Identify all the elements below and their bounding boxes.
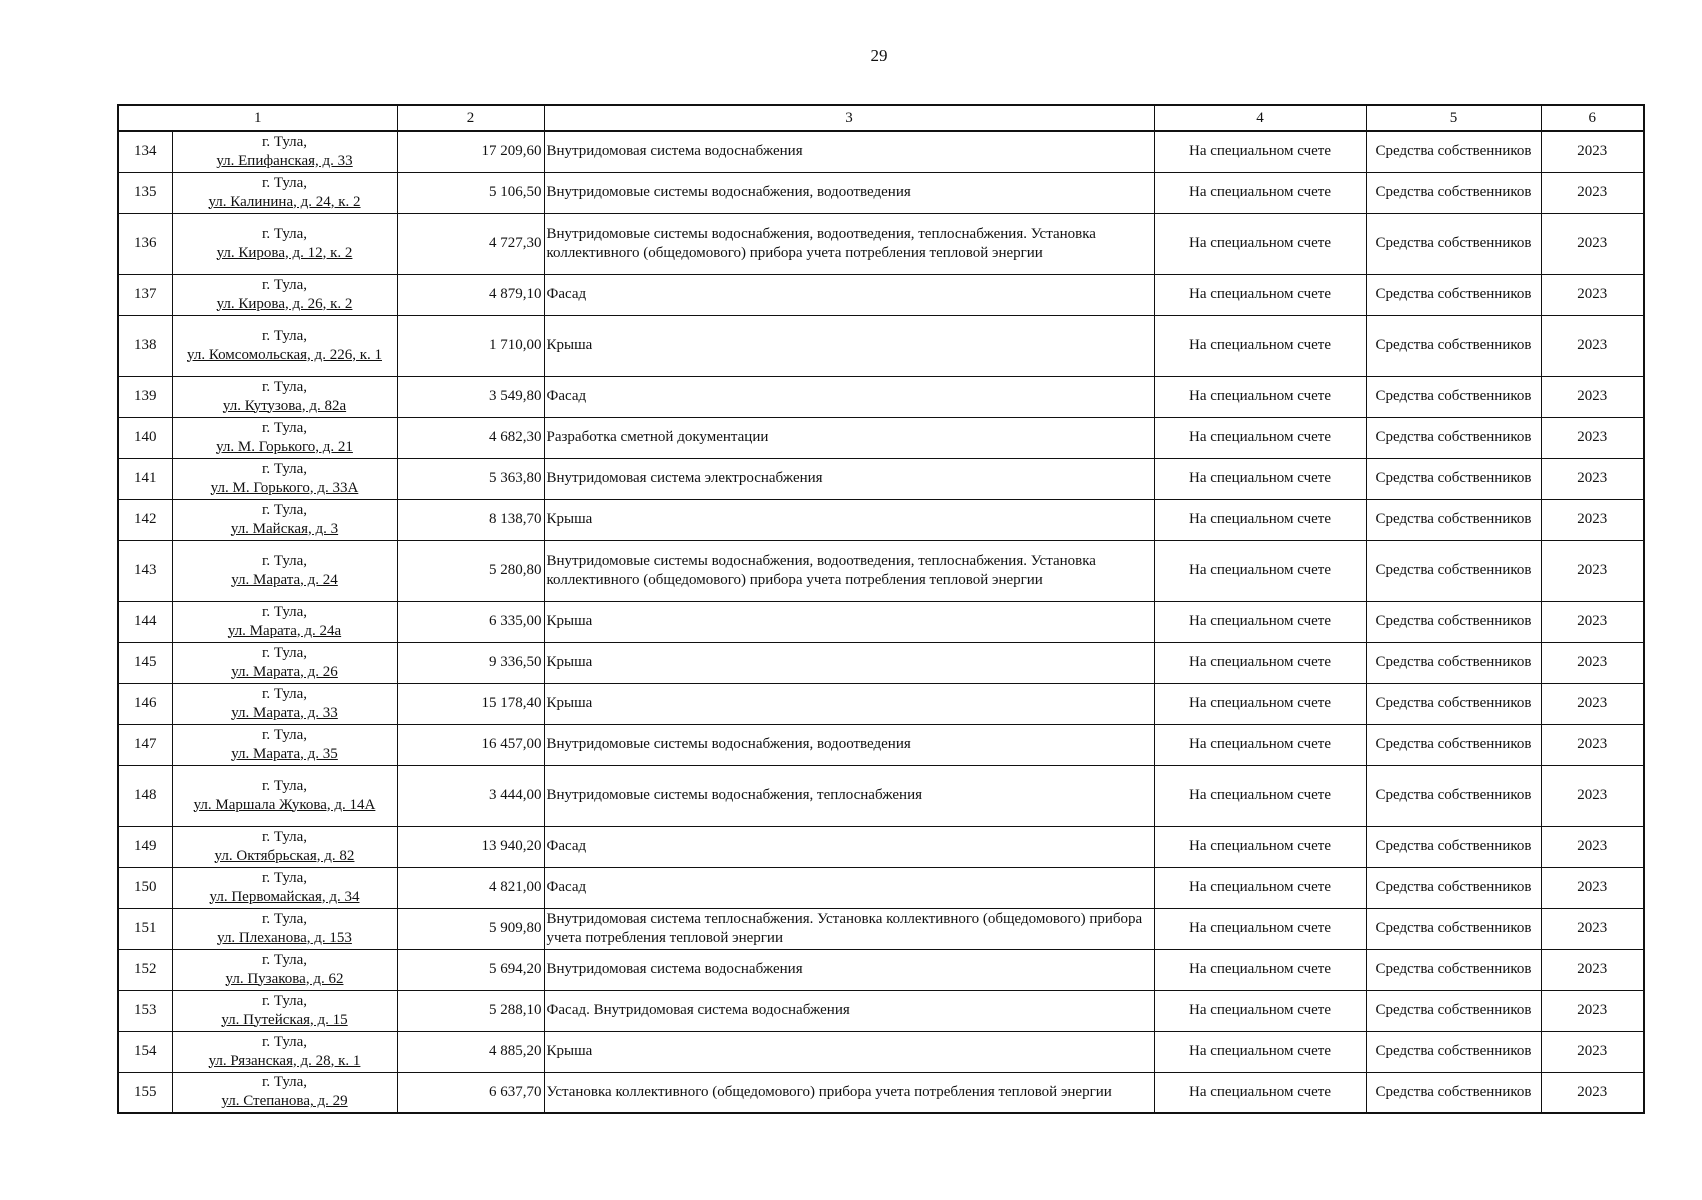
- funding-source: Средства собственников: [1366, 315, 1541, 376]
- repair-work-type: Фасад: [544, 867, 1154, 908]
- planned-year: 2023: [1541, 765, 1644, 826]
- fund-formation-method: На специальном счете: [1154, 499, 1366, 540]
- row-number: 154: [118, 1031, 172, 1072]
- fund-formation-method: На специальном счете: [1154, 213, 1366, 274]
- repair-work-type: Внутридомовые системы водоснабжения, водоотведения, теплоснабжения. Установка коллективного (общедомового) прибора учета потребления тепловой энергии: [544, 213, 1154, 274]
- column-number-row: [118, 105, 1644, 131]
- fund-formation-method: На специальном счете: [1154, 908, 1366, 949]
- repair-work-type: Внутридомовые системы водоснабжения, водоотведения, теплоснабжения. Установка коллективного (общедомового) прибора учета потребления тепловой энергии: [544, 540, 1154, 601]
- address-street: ул. Марата, д. 35: [231, 745, 338, 762]
- row-number: 135: [118, 172, 172, 213]
- house-address: [172, 376, 397, 417]
- planned-year: 2023: [1541, 458, 1644, 499]
- row-number: 148: [118, 765, 172, 826]
- planned-year: 2023: [1541, 131, 1644, 172]
- table-row: [118, 315, 1644, 376]
- funding-source: Средства собственников: [1366, 601, 1541, 642]
- repair-work-type: Крыша: [544, 601, 1154, 642]
- column-number-2: 2: [397, 105, 544, 131]
- row-number: 155: [118, 1072, 172, 1113]
- funding-source: Средства собственников: [1366, 765, 1541, 826]
- row-number: 140: [118, 417, 172, 458]
- house-area: 8 138,70: [397, 499, 544, 540]
- fund-formation-method: На специальном счете: [1154, 417, 1366, 458]
- house-address: [172, 417, 397, 458]
- house-address: [172, 908, 397, 949]
- house-area: 3 549,80: [397, 376, 544, 417]
- row-number: 142: [118, 499, 172, 540]
- funding-source: Средства собственников: [1366, 131, 1541, 172]
- planned-year: 2023: [1541, 274, 1644, 315]
- house-area: 4 885,20: [397, 1031, 544, 1072]
- funding-source: Средства собственников: [1366, 908, 1541, 949]
- house-address: [172, 826, 397, 867]
- address-street: ул. Марата, д. 24а: [227, 622, 342, 639]
- address-street: ул. М. Горького, д. 33А: [210, 479, 359, 496]
- house-address: [172, 1031, 397, 1072]
- fund-formation-method: На специальном счете: [1154, 540, 1366, 601]
- address-city: г. Тула,: [261, 327, 308, 344]
- planned-year: 2023: [1541, 990, 1644, 1031]
- address-city: г. Тула,: [261, 869, 308, 886]
- funding-source: Средства собственников: [1366, 949, 1541, 990]
- table-row: [118, 376, 1644, 417]
- table-row: [118, 417, 1644, 458]
- house-area: 5 694,20: [397, 949, 544, 990]
- funding-source: Средства собственников: [1366, 376, 1541, 417]
- address-street: ул. Калинина, д. 24, к. 2: [208, 193, 361, 210]
- column-number-4: 4: [1154, 105, 1366, 131]
- address-street: ул. Рязанская, д. 28, к. 1: [208, 1052, 361, 1069]
- planned-year: 2023: [1541, 213, 1644, 274]
- address-street: ул. Комсомольская, д. 226, к. 1: [187, 346, 382, 363]
- planned-year: 2023: [1541, 1031, 1644, 1072]
- repair-work-type: Крыша: [544, 499, 1154, 540]
- fund-formation-method: На специальном счете: [1154, 642, 1366, 683]
- fund-formation-method: На специальном счете: [1154, 990, 1366, 1031]
- funding-source: Средства собственников: [1366, 867, 1541, 908]
- fund-formation-method: На специальном счете: [1154, 458, 1366, 499]
- repair-work-type: Внутридомовые системы водоснабжения, водоотведения: [544, 172, 1154, 213]
- house-address: [172, 683, 397, 724]
- fund-formation-method: На специальном счете: [1154, 724, 1366, 765]
- funding-source: Средства собственников: [1366, 274, 1541, 315]
- row-number: 138: [118, 315, 172, 376]
- address-street: ул. Плеханова, д. 153: [217, 929, 352, 946]
- house-area: 4 821,00: [397, 867, 544, 908]
- house-area: 6 637,70: [397, 1072, 544, 1113]
- planned-year: 2023: [1541, 908, 1644, 949]
- row-number: 145: [118, 642, 172, 683]
- address-city: г. Тула,: [261, 910, 308, 927]
- planned-year: 2023: [1541, 949, 1644, 990]
- address-street: ул. Кирова, д. 12, к. 2: [216, 244, 353, 261]
- table-row: [118, 765, 1644, 826]
- repair-work-type: Крыша: [544, 315, 1154, 376]
- planned-year: 2023: [1541, 376, 1644, 417]
- planned-year: 2023: [1541, 417, 1644, 458]
- planned-year: 2023: [1541, 540, 1644, 601]
- row-number: 152: [118, 949, 172, 990]
- funding-source: Средства собственников: [1366, 417, 1541, 458]
- table-row: [118, 642, 1644, 683]
- planned-year: 2023: [1541, 1072, 1644, 1113]
- address-city: г. Тула,: [261, 777, 308, 794]
- house-address: [172, 642, 397, 683]
- address-street: ул. Марата, д. 24: [231, 571, 338, 588]
- row-number: 147: [118, 724, 172, 765]
- planned-year: 2023: [1541, 172, 1644, 213]
- house-area: 5 280,80: [397, 540, 544, 601]
- funding-source: Средства собственников: [1366, 172, 1541, 213]
- house-address: [172, 990, 397, 1031]
- address-street: ул. М. Горького, д. 21: [216, 438, 353, 455]
- address-city: г. Тула,: [261, 992, 308, 1009]
- fund-formation-method: На специальном счете: [1154, 131, 1366, 172]
- address-city: г. Тула,: [261, 276, 308, 293]
- repair-work-type: Крыша: [544, 683, 1154, 724]
- repair-work-type: Крыша: [544, 1031, 1154, 1072]
- repair-work-type: Внутридомовые системы водоснабжения, теплоснабжения: [544, 765, 1154, 826]
- house-area: 5 363,80: [397, 458, 544, 499]
- repair-work-type: Фасад: [544, 274, 1154, 315]
- planned-year: 2023: [1541, 642, 1644, 683]
- address-city: г. Тула,: [261, 419, 308, 436]
- fund-formation-method: На специальном счете: [1154, 376, 1366, 417]
- fund-formation-method: На специальном счете: [1154, 172, 1366, 213]
- table-row: [118, 867, 1644, 908]
- repair-register-table: [117, 104, 1645, 1114]
- address-city: г. Тула,: [261, 951, 308, 968]
- house-address: [172, 499, 397, 540]
- house-address: [172, 540, 397, 601]
- address-street: ул. Октябрьская, д. 82: [214, 847, 355, 864]
- row-number: 137: [118, 274, 172, 315]
- row-number: 143: [118, 540, 172, 601]
- funding-source: Средства собственников: [1366, 683, 1541, 724]
- repair-work-type: Внутридомовая система водоснабжения: [544, 949, 1154, 990]
- repair-work-type: Внутридомовая система электроснабжения: [544, 458, 1154, 499]
- repair-work-type: Внутридомовые системы водоснабжения, водоотведения: [544, 724, 1154, 765]
- address-street: ул. Марата, д. 33: [231, 704, 338, 721]
- house-address: [172, 601, 397, 642]
- address-street: ул. Майская, д. 3: [230, 520, 339, 537]
- house-area: 15 178,40: [397, 683, 544, 724]
- table-row: [118, 172, 1644, 213]
- fund-formation-method: На специальном счете: [1154, 1072, 1366, 1113]
- planned-year: 2023: [1541, 315, 1644, 376]
- address-city: г. Тула,: [261, 828, 308, 845]
- funding-source: Средства собственников: [1366, 1072, 1541, 1113]
- funding-source: Средства собственников: [1366, 724, 1541, 765]
- address-street: ул. Марата, д. 26: [231, 663, 338, 680]
- house-address: [172, 724, 397, 765]
- column-number-3: 3: [544, 105, 1154, 131]
- house-area: 3 444,00: [397, 765, 544, 826]
- repair-work-type: Фасад: [544, 826, 1154, 867]
- table-row: [118, 458, 1644, 499]
- address-street: ул. Пузакова, д. 62: [225, 970, 344, 987]
- address-city: г. Тула,: [261, 1074, 308, 1091]
- house-address: [172, 172, 397, 213]
- table-row: [118, 724, 1644, 765]
- house-address: [172, 867, 397, 908]
- row-number: 146: [118, 683, 172, 724]
- house-area: 5 288,10: [397, 990, 544, 1031]
- repair-work-type: Фасад. Внутридомовая система водоснабжения: [544, 990, 1154, 1031]
- column-number-5: 5: [1366, 105, 1541, 131]
- fund-formation-method: На специальном счете: [1154, 683, 1366, 724]
- address-city: г. Тула,: [261, 460, 308, 477]
- row-number: 149: [118, 826, 172, 867]
- house-address: [172, 213, 397, 274]
- address-street: ул. Степанова, д. 29: [221, 1093, 348, 1110]
- house-area: 16 457,00: [397, 724, 544, 765]
- page-number: 29: [870, 46, 888, 65]
- repair-work-type: Фасад: [544, 376, 1154, 417]
- planned-year: 2023: [1541, 826, 1644, 867]
- fund-formation-method: На специальном счете: [1154, 601, 1366, 642]
- house-address: [172, 131, 397, 172]
- funding-source: Средства собственников: [1366, 990, 1541, 1031]
- column-number-1: 1: [118, 105, 397, 131]
- address-city: г. Тула,: [261, 501, 308, 518]
- row-number: 136: [118, 213, 172, 274]
- house-area: 5 909,80: [397, 908, 544, 949]
- planned-year: 2023: [1541, 724, 1644, 765]
- row-number: 151: [118, 908, 172, 949]
- table-row: [118, 826, 1644, 867]
- table-row: [118, 1072, 1644, 1113]
- table-header: [118, 105, 1644, 131]
- row-number: 141: [118, 458, 172, 499]
- fund-formation-method: На специальном счете: [1154, 765, 1366, 826]
- repair-work-type: Крыша: [544, 642, 1154, 683]
- house-address: [172, 274, 397, 315]
- house-area: 1 710,00: [397, 315, 544, 376]
- address-city: г. Тула,: [261, 174, 308, 191]
- address-city: г. Тула,: [261, 133, 308, 150]
- address-city: г. Тула,: [261, 378, 308, 395]
- address-street: ул. Епифанская, д. 33: [216, 152, 353, 169]
- repair-work-type: Разработка сметной документации: [544, 417, 1154, 458]
- address-street: ул. Путейская, д. 15: [221, 1011, 348, 1028]
- address-city: г. Тула,: [261, 685, 308, 702]
- table-row: [118, 601, 1644, 642]
- funding-source: Средства собственников: [1366, 458, 1541, 499]
- funding-source: Средства собственников: [1366, 1031, 1541, 1072]
- house-address: [172, 765, 397, 826]
- house-address: [172, 949, 397, 990]
- table-body: [118, 131, 1644, 1113]
- row-number: 144: [118, 601, 172, 642]
- fund-formation-method: На специальном счете: [1154, 1031, 1366, 1072]
- table-row: [118, 949, 1644, 990]
- table-row: [118, 540, 1644, 601]
- table-row: [118, 683, 1644, 724]
- funding-source: Средства собственников: [1366, 499, 1541, 540]
- funding-source: Средства собственников: [1366, 826, 1541, 867]
- address-city: г. Тула,: [261, 603, 308, 620]
- table-row: [118, 274, 1644, 315]
- fund-formation-method: На специальном счете: [1154, 949, 1366, 990]
- repair-work-type: Внутридомовая система водоснабжения: [544, 131, 1154, 172]
- funding-source: Средства собственников: [1366, 213, 1541, 274]
- address-city: г. Тула,: [261, 225, 308, 242]
- house-area: 6 335,00: [397, 601, 544, 642]
- funding-source: Средства собственников: [1366, 540, 1541, 601]
- address-city: г. Тула,: [261, 726, 308, 743]
- row-number: 153: [118, 990, 172, 1031]
- address-street: ул. Первомайская, д. 34: [209, 888, 360, 905]
- house-area: 4 727,30: [397, 213, 544, 274]
- table-row: [118, 131, 1644, 172]
- table-row: [118, 213, 1644, 274]
- row-number: 134: [118, 131, 172, 172]
- repair-work-type: Внутридомовая система теплоснабжения. Установка коллективного (общедомового) прибора учета потребления тепловой энергии: [544, 908, 1154, 949]
- table-row: [118, 1031, 1644, 1072]
- table-row: [118, 499, 1644, 540]
- table-row: [118, 990, 1644, 1031]
- funding-source: Средства собственников: [1366, 642, 1541, 683]
- house-area: 4 682,30: [397, 417, 544, 458]
- planned-year: 2023: [1541, 683, 1644, 724]
- address-city: г. Тула,: [261, 1033, 308, 1050]
- address-city: г. Тула,: [261, 552, 308, 569]
- address-street: ул. Маршала Жукова, д. 14А: [193, 796, 376, 813]
- house-area: 4 879,10: [397, 274, 544, 315]
- house-address: [172, 315, 397, 376]
- fund-formation-method: На специальном счете: [1154, 826, 1366, 867]
- planned-year: 2023: [1541, 867, 1644, 908]
- house-area: 9 336,50: [397, 642, 544, 683]
- house-area: 17 209,60: [397, 131, 544, 172]
- address-city: г. Тула,: [261, 644, 308, 661]
- repair-work-type: Установка коллективного (общедомового) прибора учета потребления тепловой энергии: [544, 1072, 1154, 1113]
- house-area: 13 940,20: [397, 826, 544, 867]
- house-area: 5 106,50: [397, 172, 544, 213]
- fund-formation-method: На специальном счете: [1154, 867, 1366, 908]
- planned-year: 2023: [1541, 601, 1644, 642]
- row-number: 139: [118, 376, 172, 417]
- planned-year: 2023: [1541, 499, 1644, 540]
- fund-formation-method: На специальном счете: [1154, 274, 1366, 315]
- fund-formation-method: На специальном счете: [1154, 315, 1366, 376]
- address-street: ул. Кутузова, д. 82а: [222, 397, 347, 414]
- address-street: ул. Кирова, д. 26, к. 2: [216, 295, 353, 312]
- column-number-6: 6: [1541, 105, 1644, 131]
- house-address: [172, 458, 397, 499]
- table-row: [118, 908, 1644, 949]
- house-address: [172, 1072, 397, 1113]
- row-number: 150: [118, 867, 172, 908]
